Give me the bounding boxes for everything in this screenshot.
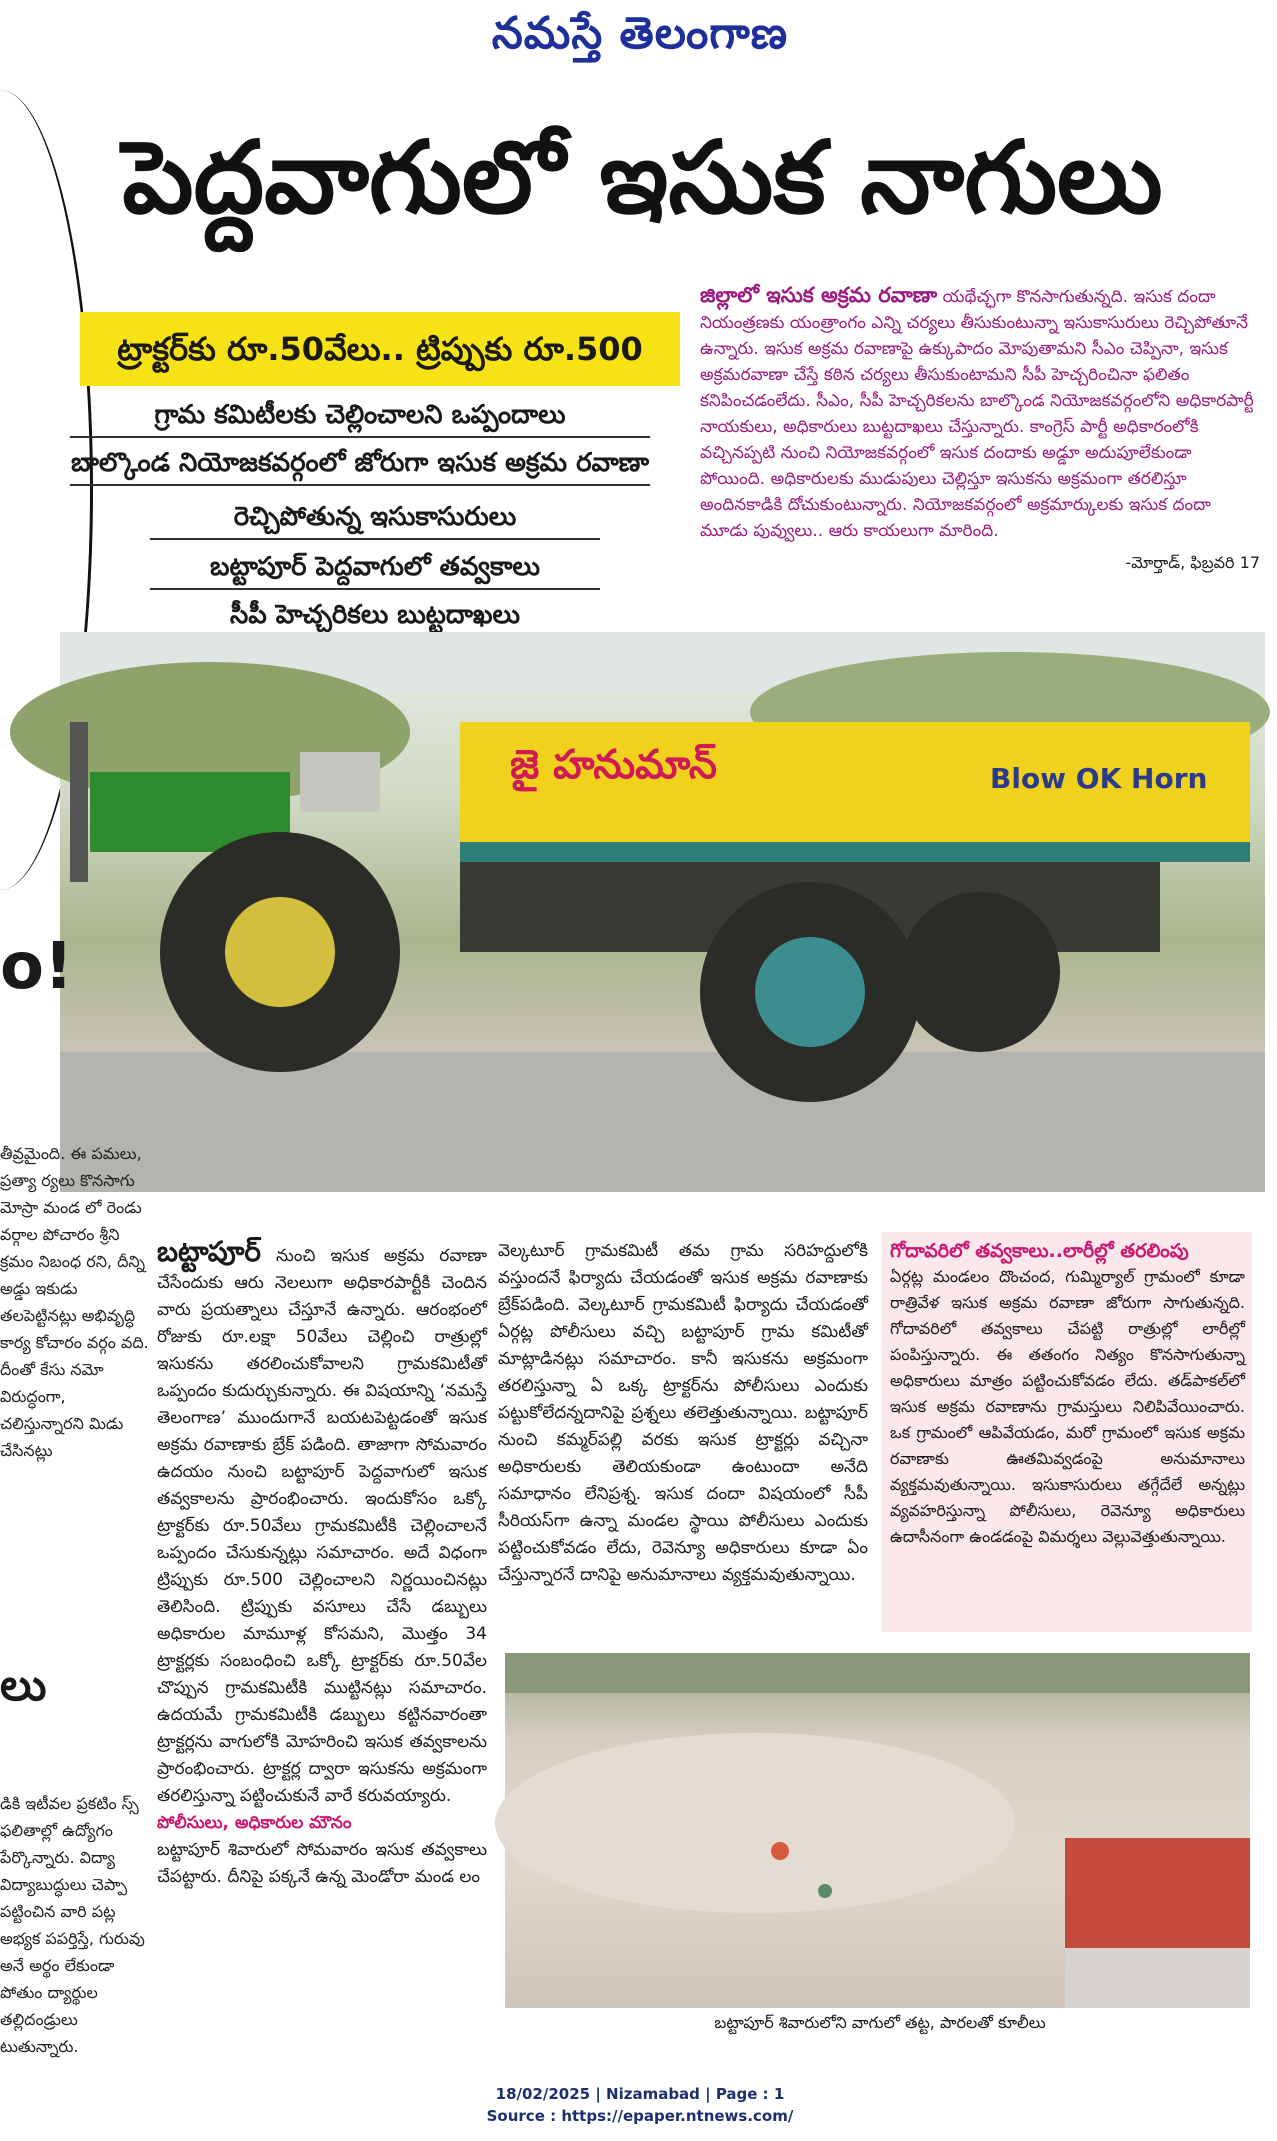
subhead-4: బట్టాపూర్‌ పెద్దవాగులో తవ్వకాలు <box>150 552 600 590</box>
column-1-text-2: బట్టాపూర్‌ శివారులో సోమవారం ఇసుక తవ్వకాలు చేపట్టారు. దీనిపై పక్కనే ఉన్న మెండోరా మండ లం <box>157 1840 487 1887</box>
masthead-logo: నమస్తే తెలంగాణ <box>491 8 789 59</box>
footer-date: 18/02/2025 | Nizamabad | Page : 1 <box>495 2085 785 2103</box>
footer-source: Source : https://epaper.ntnews.com/ <box>486 2107 794 2125</box>
byline: -మోర్తాడ్‌, ఫిబ్రవరి 17 <box>1125 553 1260 572</box>
subhead-5: సీపీ హెచ్చరికలు బుట్టదాఖలు <box>210 600 540 638</box>
column-1-lead: బట్టాపూర్‌ <box>157 1235 261 1268</box>
photo-caption: బట్టాపూర్‌ శివారులోని వాగులో తట్ట, పారలతో కూలీలు <box>714 2013 1046 2032</box>
adjacent-text-2: డికి ఇటీవల ప్రకటిం స్స్‌ ఫలితాల్లో ఉద్యోగం పేర్కొన్నారు. విద్యా విద్యాబుద్ధులు చెప్పా పట్టించిన వారి పట్ల అభ్యక పపర్తిస్తే, గురువు అనే అర్థం లేకుండా పోతుం ద్యార్థుల తల్లిదండ్రులు టుతున్నారు. <box>0 1794 145 2056</box>
column-3 <box>890 1238 1245 1550</box>
subhead-1: గ్రామ కమిటీలకు చెల్లించాలని ఒప్పందాలు <box>70 400 650 438</box>
column-3-text: ఏర్గట్ల మండలం దొంచంద, గుమ్మిర్యాల్‌ గ్రామంలో కూడా రాత్రివేళ ఇసుక అక్రమ రవాణా జోరుగా సాగుతున్నది. గోదావరిలో తవ్వకాలు చేపట్టి రాత్రుల్లో లారీల్లో పంపిస్తున్నారు. ఈ తతంగం నిత్యం కొనసాగుతున్నా అధికారులు మాత్రం పట్టించుకోవడం లేదు. తడ్‌పాకల్‌లో ఇసుక అక్రమ రవాణాను గ్రామస్తులు నిలిపివేయించారు. ఒక గ్రామంలో ఆపివేయడం, మరో గ్రామంలో ఇసుక అక్రమ రవాణాకు ఊతమివ్వడంపై అనుమానాలు వ్యక్తమవుతున్నాయి. ఇసుకాసురులు తగ్గేదేలే అన్నట్లు వ్యవహరిస్తున్నా పోలీసులు, రెవెన్యూ అధికారులు ఉదాసీనంగా ఉండడంపై విమర్శలు వెల్లువెత్తుతున్నాయి. <box>890 1267 1245 1546</box>
column-3-heading: గోదావరిలో తవ్వకాలు..లారీల్లో తరలింపు <box>890 1240 1189 1262</box>
column-1-text: నుంచి ఇసుక అక్రమ రవాణా చేసేందుకు ఆరు నెలలుగా అధికారపార్టీకి చెందిన వారు ప్రయత్నాలు చేస్తూనే ఉన్నారు. ఆరంభంలో రోజుకు రూ.లక్షా 50వేలు చెల్లించి రాత్రుల్లో ఇసుకను తరలించుకోవాలని గ్రామకమిటీతో ఒప్పందం కుదుర్చుకున్నారు. ఈ విషయాన్ని ‘నమస్తే తెలంగాణ’ ముందుగానే బయటపెట్టడంతో ఇసుక అక్రమ రవాణాకు బ్రేక్‌ పడింది. తాజాగా సోమవారం ఉదయం నుంచి బట్టాపూర్‌ పెద్దవాగులో ఇసుక తవ్వకాలను ప్రారంభించారు. ఇందుకోసం ఒక్కో ట్రాక్టర్‌కు రూ.50వేలు గ్రామకమిటీకి చెల్లించాలనే ఒప్పందం చేసుకున్నట్లు సమాచారం. అదే విధంగా ట్రిప్పుకు రూ.500 చెల్లించాలని నిర్ణయించినట్లు తెలిసింది. ట్రిప్పుకు వసూలు చేసే డబ్బులు అధికారుల మామూళ్ల కోసమని, మొత్తం 34 ట్రాక్టర్లకు సంబంధించి ఒక్కో ట్రాక్టర్‌కు రూ.50వేల చొప్పున గ్రామకమిటీకి ముట్టినట్లు సమాచారం. ఉదయమే గ్రామకమిటీకి డబ్బులు కట్టినవారంతా ట్రాక్టర్లను వాగులోకి మోహరించి ఇసుక తవ్వకాలను ప్రారంభించారు. ట్రాక్టర్ల ద్వారా ఇసుకను అక్రమంగా తరలిస్తున్నా పట్టించుకునే వారే కరువయ్యారు. <box>157 1246 488 1806</box>
yellow-subhead: ట్రాక్టర్‌కు రూ.50వేలు.. ట్రిప్పుకు రూ.500 <box>80 312 680 386</box>
intro-text: యథేచ్ఛగా కొనసాగుతున్నది. ఇసుక దందా నియంత్రణకు యంత్రాంగం ఎన్ని చర్యలు తీసుకుంటున్నా ఇసుకాసురులు రెచ్చిపోతూనే ఉన్నారు. ఇసుక అక్రమ రవాణాపై ఉక్కుపాదం మోపుతామని సీఎం చెప్పినా, ఇసుక అక్రమరవాణా చేస్తే కఠిన చర్యలు తీసుకుంటామని సీపీ హెచ్చరించినా ఫలితం కనిపించడంలేదు. సీఎం, సీపీ హెచ్చరికలను బాల్కొండ నియోజకవర్గంలోని అధికారపార్టీ నాయకులు, అధికారులు బుట్టదాఖలు చేస్తున్నారు. కాంగ్రెస్‌ పార్టీ అధికారంలోకి వచ్చినప్పటి నుంచి నియోజకవర్గంలో ఇసుక దందాకు అడ్డూ అదుపూలేకుండా పోయింది. అధికారులకు ముడుపులు చెల్లిస్తూ ఇసుకను అక్రమంగా తరలిస్తూ అందినకాడికి దోచుకుంటున్నారు. నియోజకవర్గంలో అక్రమార్కులకు ఇసుక దందా మూడు పువ్వులు.. ఆరు కాయలుగా మారింది. <box>700 287 1254 541</box>
subhead-2: బాల్కొండ నియోజకవర్గంలో జోరుగా ఇసుక అక్రమ రవాణా <box>70 448 650 486</box>
headline: పెద్దవాగులో ఇసుక నాగులు <box>122 119 1163 236</box>
adjacent-text: తీవ్రమైంది. ఈ పమలు, ప్రత్యా ర్యలు కొనసాగు మోస్రా మండ లో రెండు వర్గాల పోచారం శ్రీని క్రమం నిబంధ రని, దీన్ని అడ్డు ఇకుడు తలపెట్టినట్లు అభివృద్ధి కార్య కోచారం వర్గం వది. దీంతో కేసు నమో విరుద్ధంగా, చలిస్తున్నారని మిడు చేసినట్లు <box>0 1144 149 1460</box>
truck-badge: Blow OK Horn <box>990 762 1208 795</box>
adjacent-exclaim: o! <box>0 930 74 1004</box>
subhead-3: రెచ్చిపోతున్న ఇసుకాసురులు <box>150 502 600 540</box>
intro-lead: జిల్లాలో ఇసుక అక్రమ రవాణా <box>700 283 938 307</box>
column-1-subhead: పోలీసులు, అధికారుల మౌనం <box>157 1813 352 1833</box>
footer <box>400 2083 880 2127</box>
column-2: వెల్కటూర్‌ గ్రామకమిటీ తమ గ్రామ సరిహద్దులోకి వస్తుందనే ఫిర్యాదు చేయడంతో ఇసుక అక్రమ రవాణాకు బ్రేక్‌పడింది. వెల్కటూర్‌ గ్రామకమిటీ ఫిర్యాదు చేయడంతో ఏర్గట్ల పోలీసులు వచ్చి బట్టాపూర్‌ గ్రామ కమిటీతో మాట్లాడినట్లు సమాచారం. కానీ ఇసుకను అక్రమంగా తరలిస్తున్నా ఏ ఒక్క ట్రాక్టర్‌ను పోలీసులు ఎందుకు పట్టుకోలేదన్నదానిపై ప్రశ్నలు తలెత్తుతున్నాయి. బట్టాపూర్‌ నుంచి కమ్మర్‌పల్లి వరకు ఇసుక ట్రాక్టర్లు వచ్చినా అధికారులకు తెలియకుండా ఉంటుందా అనేది సమాధానం లేనిప్రశ్న. ఇసుక దందా విషయంలో సీపీ సీరియస్‌గా ఉన్నా మండల స్థాయి పోలీసులు ఎందుకు పట్టించుకోవడం లేదు, రెవెన్యూ అధికారులు కూడా ఏం చేస్తున్నారనే దానిపై అనుమానాలు వ్యక్తమవుతున్నాయి. <box>498 1241 868 1585</box>
truck-text: జై హనుమాన్ <box>510 742 717 788</box>
riverbed-photo <box>505 1653 1250 2008</box>
intro-paragraph <box>700 282 1260 576</box>
adjacent-heading: లు <box>0 1660 47 1711</box>
column-1 <box>157 1235 488 1891</box>
tractor-photo <box>60 632 1265 1192</box>
